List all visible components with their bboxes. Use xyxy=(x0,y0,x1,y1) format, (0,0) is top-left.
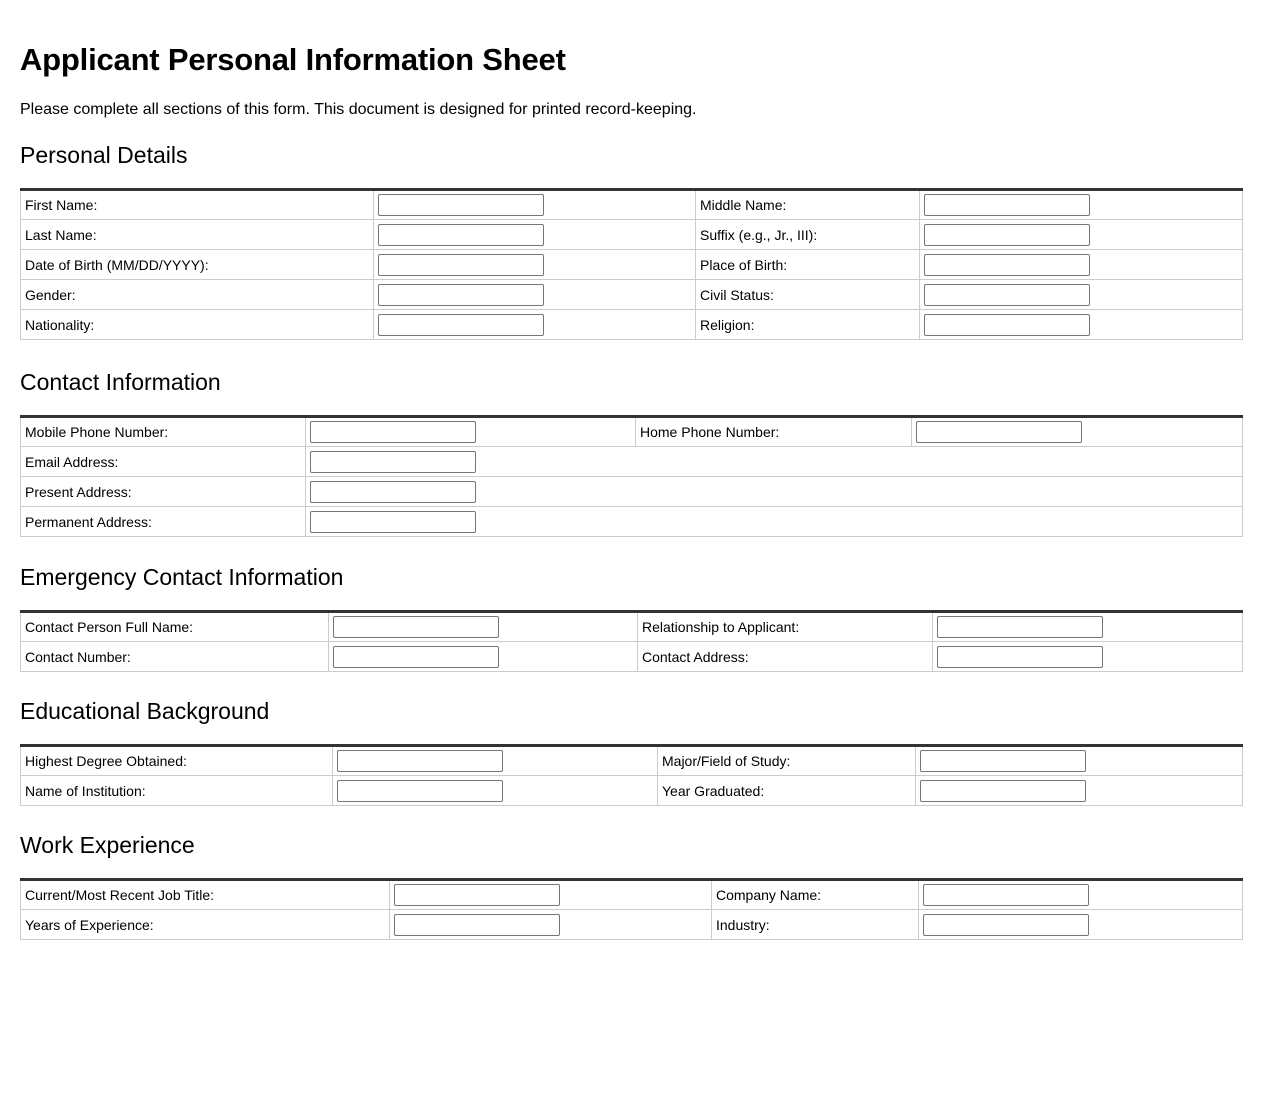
last-name-input[interactable] xyxy=(378,224,544,246)
section-heading-personal-details: Personal Details xyxy=(20,142,188,168)
job-title-input[interactable] xyxy=(394,884,560,906)
company-name-input[interactable] xyxy=(923,884,1089,906)
section-heading-educational-background: Educational Background xyxy=(20,698,270,724)
emergency-contact-table xyxy=(20,610,1243,672)
field-label: Date of Birth (MM/DD/YYYY): xyxy=(21,250,374,280)
major-field-input[interactable] xyxy=(920,750,1086,772)
field-label: Company Name: xyxy=(712,880,919,910)
table-row xyxy=(21,642,1243,672)
field-label: Nationality: xyxy=(21,310,374,340)
mobile-phone-input[interactable] xyxy=(310,421,476,443)
field-label: Year Graduated: xyxy=(658,776,916,806)
field-label: Middle Name: xyxy=(696,190,920,220)
field-label: Present Address: xyxy=(21,477,306,507)
emergency-contact-number-input[interactable] xyxy=(333,646,499,668)
table-row xyxy=(21,250,1243,280)
field-label: Last Name: xyxy=(21,220,374,250)
religion-input[interactable] xyxy=(924,314,1090,336)
field-label: Place of Birth: xyxy=(696,250,920,280)
field-label: Email Address: xyxy=(21,447,306,477)
field-label: Industry: xyxy=(712,910,919,940)
field-label: Highest Degree Obtained: xyxy=(21,746,333,776)
table-row xyxy=(21,910,1243,940)
field-label: Name of Institution: xyxy=(21,776,333,806)
gender-input[interactable] xyxy=(378,284,544,306)
nationality-input[interactable] xyxy=(378,314,544,336)
relationship-input[interactable] xyxy=(937,616,1103,638)
field-label: Gender: xyxy=(21,280,374,310)
date-of-birth-input[interactable] xyxy=(378,254,544,276)
email-address-input[interactable] xyxy=(310,451,476,473)
page-title: Applicant Personal Information Sheet xyxy=(20,42,566,77)
field-label: Major/Field of Study: xyxy=(658,746,916,776)
field-label: Years of Experience: xyxy=(21,910,390,940)
field-label: Home Phone Number: xyxy=(636,417,912,447)
field-label: First Name: xyxy=(21,190,374,220)
table-row xyxy=(21,220,1243,250)
middle-name-input[interactable] xyxy=(924,194,1090,216)
section-heading-contact-information: Contact Information xyxy=(20,369,221,395)
suffix-input[interactable] xyxy=(924,224,1090,246)
field-label: Civil Status: xyxy=(696,280,920,310)
field-label: Suffix (e.g., Jr., III): xyxy=(696,220,920,250)
table-row xyxy=(21,612,1243,642)
table-row xyxy=(21,880,1243,910)
intro-text: Please complete all sections of this form. This document is designed for printed record-keeping. xyxy=(20,101,697,118)
home-phone-input[interactable] xyxy=(916,421,1082,443)
highest-degree-input[interactable] xyxy=(337,750,503,772)
field-label: Mobile Phone Number: xyxy=(21,417,306,447)
field-label: Contact Person Full Name: xyxy=(21,612,329,642)
personal-details-table xyxy=(20,188,1243,340)
section-heading-work-experience: Work Experience xyxy=(20,832,195,858)
field-label: Contact Address: xyxy=(638,642,933,672)
field-label: Religion: xyxy=(696,310,920,340)
field-label: Current/Most Recent Job Title: xyxy=(21,880,390,910)
table-row xyxy=(21,417,1243,447)
contact-person-name-input[interactable] xyxy=(333,616,499,638)
table-row xyxy=(21,280,1243,310)
institution-name-input[interactable] xyxy=(337,780,503,802)
table-row xyxy=(21,310,1243,340)
table-row xyxy=(21,190,1243,220)
field-label: Relationship to Applicant: xyxy=(638,612,933,642)
first-name-input[interactable] xyxy=(378,194,544,216)
contact-information-table xyxy=(20,415,1243,537)
table-row xyxy=(21,746,1243,776)
civil-status-input[interactable] xyxy=(924,284,1090,306)
field-label: Contact Number: xyxy=(21,642,329,672)
place-of-birth-input[interactable] xyxy=(924,254,1090,276)
present-address-input[interactable] xyxy=(310,481,476,503)
emergency-contact-address-input[interactable] xyxy=(937,646,1103,668)
table-row xyxy=(21,507,1243,537)
field-label: Permanent Address: xyxy=(21,507,306,537)
industry-input[interactable] xyxy=(923,914,1089,936)
permanent-address-input[interactable] xyxy=(310,511,476,533)
year-graduated-input[interactable] xyxy=(920,780,1086,802)
table-row xyxy=(21,477,1243,507)
section-heading-emergency-contact: Emergency Contact Information xyxy=(20,564,344,590)
years-of-experience-input[interactable] xyxy=(394,914,560,936)
table-row xyxy=(21,776,1243,806)
educational-background-table xyxy=(20,744,1243,806)
table-row xyxy=(21,447,1243,477)
work-experience-table xyxy=(20,878,1243,940)
